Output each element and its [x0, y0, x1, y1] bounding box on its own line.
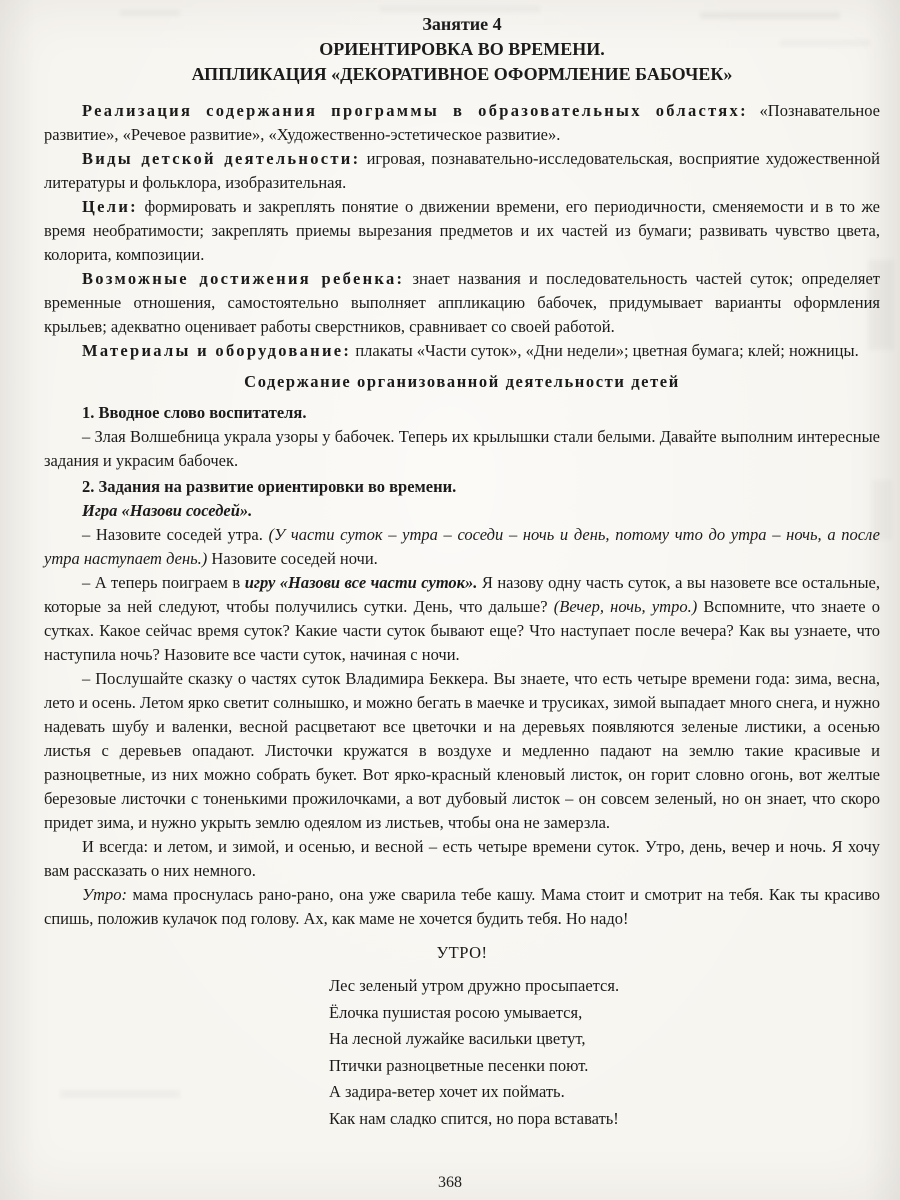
- heading-intro-word: 1. Вводное слово воспитателя.: [82, 403, 307, 422]
- lesson-title-line2: ОРИЕНТИРОВКА ВО ВРЕМЕНИ.: [319, 39, 605, 59]
- activities-text: игровая, познавательно-исследовательская, восприятие художественной литературы и фольклора, изобразительная.: [44, 149, 880, 192]
- paragraph-program: [44, 99, 880, 147]
- game2-text2: Я назову одну часть суток, а вы назовете все остальные, которые за ней следуют, чтобы получились сутки. День, что дальше?: [44, 573, 881, 616]
- page-number: 368: [438, 1174, 462, 1191]
- section-heading-content: Содержание организованной деятельности детей: [244, 372, 680, 391]
- goals-lead: Цели:: [82, 197, 138, 216]
- paragraph-materials: [44, 339, 880, 363]
- materials-text: плакаты «Части суток», «Дни недели»; цветная бумага; клей; ножницы.: [351, 341, 859, 360]
- achievements-lead: Возможные достижения ребенка:: [82, 269, 405, 288]
- game2-text3: Вспомните, что знаете о сутках. Какое сейчас время суток? Какие части суток бывают еще? Что наступает после вечера? Как вы узнаете, что наступила ночь? Назовите все части суток, начиная с ночи.: [44, 597, 880, 664]
- lesson-title: [44, 12, 880, 87]
- paragraph-achievements: [44, 267, 880, 339]
- poem-block: [329, 973, 880, 1132]
- heading-time-tasks: 2. Задания на развитие ориентировки во времени.: [82, 477, 457, 496]
- program-text: «Познавательное развитие», «Речевое развитие», «Художественно-эстетическое развитие».: [44, 101, 880, 144]
- game2-bold-italic: игру «Назови все части суток».: [244, 573, 478, 592]
- lesson-title-line1: Занятие 4: [422, 14, 502, 34]
- game1-italic: (У части суток – утра – соседи – ночь и день, потому что до утра – ночь, а после утра наступает день.): [44, 525, 880, 568]
- program-lead: Реализация содержания программы в образовательных областях:: [82, 101, 748, 120]
- morning-lead-italic: Утро:: [82, 885, 128, 904]
- page-content: [44, 12, 880, 1132]
- lesson-title-line3: АППЛИКАЦИЯ «ДЕКОРАТИВНОЕ ОФОРМЛЕНИЕ БАБОЧЕК»: [191, 64, 733, 84]
- poem-line: Ёлочка пушистая росою умывается,: [329, 1002, 583, 1022]
- poem-line: Лес зеленый утром дружно просыпается.: [329, 976, 620, 995]
- poem-line: Птички разноцветные песенки поют.: [329, 1055, 589, 1075]
- paragraph-morning: [44, 883, 880, 931]
- paragraph-game-neighbors: [44, 523, 880, 571]
- heading-game-neighbors: Игра «Назови соседей».: [82, 501, 253, 520]
- poem-line: Как нам сладко спится, но пора вставать!: [329, 1108, 619, 1128]
- poem-line: На лесной лужайке васильки цветут,: [329, 1029, 586, 1048]
- game1-text1: – Назовите соседей утра.: [82, 525, 269, 544]
- goals-text: формировать и закреплять понятие о движении времени, его периодичности, сменяемости и в то же время необратимости; закреплять приемы вырезания предметов и их частей из бумаги; развивать чувство цвета, колорита, композиции.: [44, 197, 880, 264]
- morning-exclamation: УТРО!: [436, 943, 488, 962]
- materials-lead: Материалы и оборудование:: [82, 341, 352, 360]
- paragraph-always: И всегда: и летом, и зимой, и осенью, и весной – есть четыре времени суток. Утро, день, вечер и ночь. Я хочу вам рассказать о них немного.: [44, 837, 880, 880]
- morning-text: мама проснулась рано-рано, она уже сварила тебе кашу. Мама стоит и смотрит на тебя. Как ты красиво спишь, положив кулачок под голову. Ах, как маме не хочется будить тебя. Но надо!: [44, 885, 880, 928]
- game1-text2: Назовите соседей ночи.: [207, 549, 378, 568]
- paragraph-intro: – Злая Волшебница украла узоры у бабочек. Теперь их крылышки стали белыми. Давайте выполним интересные задания и украсим бабочек.: [44, 427, 880, 470]
- paragraph-goals: [44, 195, 880, 267]
- paragraph-activities: [44, 147, 880, 195]
- game2-text1: – А теперь поиграем в: [82, 573, 245, 592]
- poem-line: А задира-ветер хочет их поймать.: [329, 1082, 565, 1101]
- game2-italic: (Вечер, ночь, утро.): [553, 597, 698, 616]
- paragraph-game-all-parts: [44, 571, 880, 667]
- activities-lead: Виды детской деятельности:: [82, 149, 361, 168]
- achievements-text: знает названия и последовательность частей суток; определяет временные отношения, самостоятельно выполняет аппликацию бабочек, придумывает варианты оформления крыльев; адекватно оценивает работы сверстников, сравнивает со своей работой.: [44, 269, 880, 336]
- paragraph-tale: – Послушайте сказку о частях суток Владимира Беккера. Вы знаете, что есть четыре времени года: зима, весна, лето и осень. Летом ярко светит солнышко, и можно бегать в маечке и трусиках, зимой выпадает много снега, и нужно надевать шубу и валенки, весной расцветают все цветочки и на деревьях появляются зеленые листики, а осенью листья с деревьев опадают. Листочки кружатся в воздухе и медленно падают на землю такие красивые и разноцветные, из них можно собрать букет. Вот ярко-красный кленовый листок, он горит словно огонь, вот желтые березовые листочки с тоненькими прожилочками, а вот дубовый листок – он совсем зеленый, но он знает, что скоро придет зима, и нужно укрыть землю одеялом из листьев, чтобы она не замерзла.: [44, 669, 880, 832]
